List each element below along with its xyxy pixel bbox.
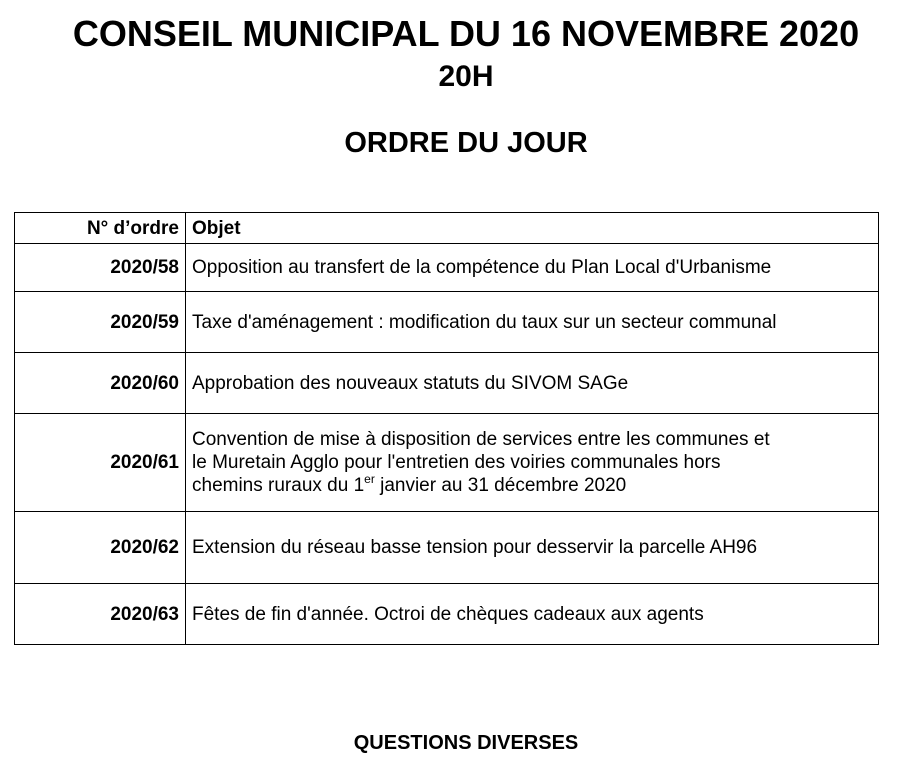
item-number: 2020/62: [15, 512, 186, 584]
table-row: [15, 353, 879, 414]
item-number: 2020/63: [15, 584, 186, 645]
item-object-line: janvier au 31 décembre 2020: [374, 475, 627, 496]
item-number: 2020/59: [15, 292, 186, 353]
item-object: Taxe d'aménagement : modification du taux sur un secteur communal: [186, 292, 879, 353]
item-object: [186, 414, 879, 512]
item-object: Fêtes de fin d'année. Octroi de chèques cadeaux aux agents: [186, 584, 879, 645]
table-row: [15, 292, 879, 353]
item-object: Approbation des nouveaux statuts du SIVOM SAGe: [186, 353, 879, 414]
column-header-number: N° d’ordre: [15, 213, 186, 244]
table-header-row: [15, 213, 879, 244]
meeting-title: CONSEIL MUNICIPAL DU 16 NOVEMBRE 2020: [72, 13, 860, 54]
table-row: [15, 584, 879, 645]
table-row: [15, 512, 879, 584]
agenda-heading: ORDRE DU JOUR: [344, 127, 588, 159]
column-header-object: Objet: [186, 213, 879, 244]
item-number: 2020/61: [15, 414, 186, 512]
item-object: Opposition au transfert de la compétence du Plan Local d'Urbanisme: [186, 244, 879, 292]
item-number: 2020/60: [15, 353, 186, 414]
table-row: [15, 244, 879, 292]
item-object-line: Convention de mise à disposition de services entre les communes et: [192, 429, 770, 450]
item-number: 2020/58: [15, 244, 186, 292]
item-object: Extension du réseau basse tension pour desservir la parcelle AH96: [186, 512, 879, 584]
misc-questions-heading: QUESTIONS DIVERSES: [353, 732, 579, 754]
item-object-line: chemins ruraux du 1: [192, 475, 365, 496]
item-object-line: le Muretain Agglo pour l'entretien des voiries communales hors: [192, 452, 721, 473]
meeting-time: 20H: [438, 60, 494, 93]
agenda-table: [14, 212, 879, 645]
table-row: [15, 414, 879, 512]
ordinal-superscript: er: [364, 472, 375, 486]
